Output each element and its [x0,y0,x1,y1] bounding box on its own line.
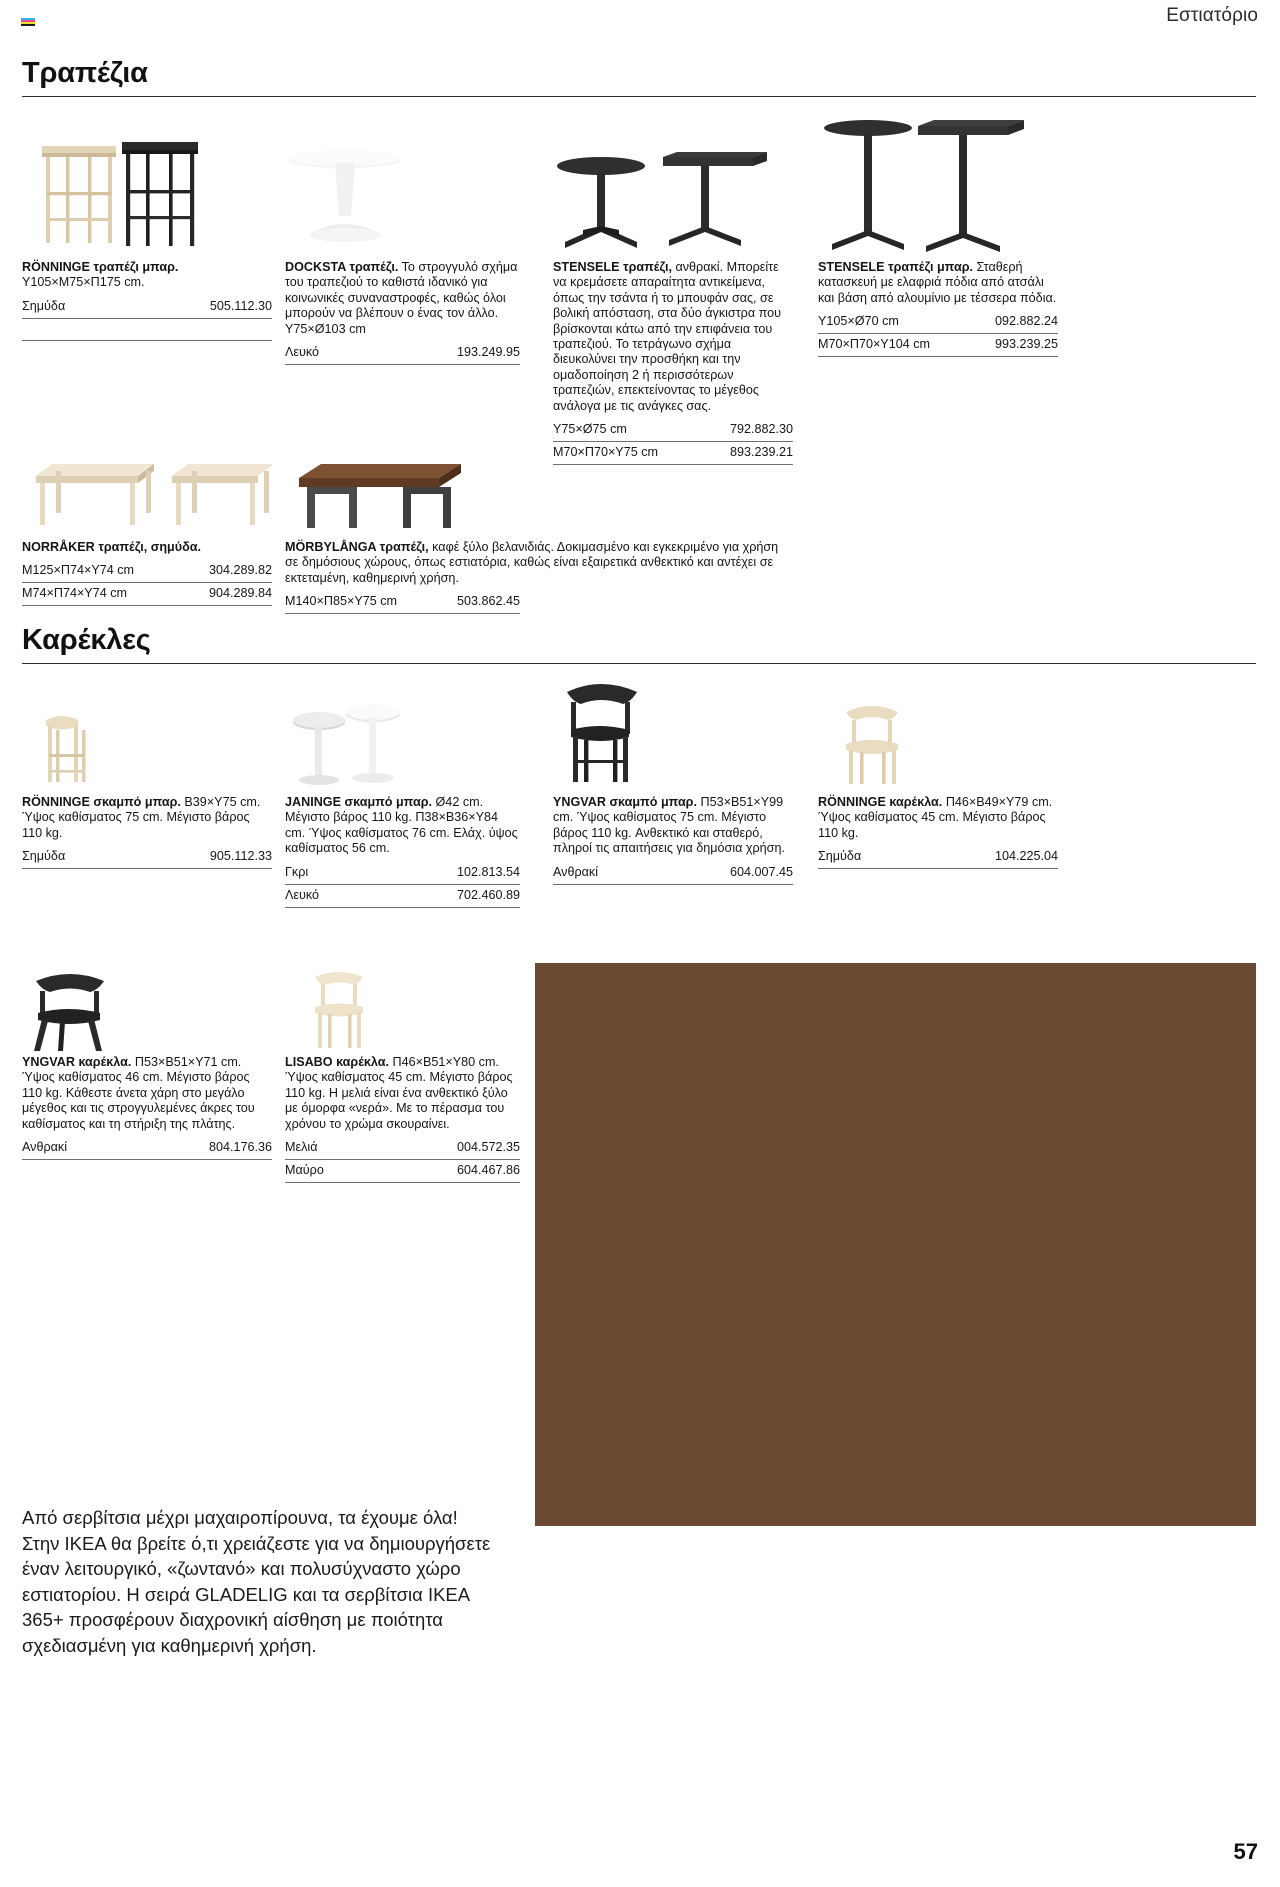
article-number: 092.882.24 [994,314,1058,329]
product-name: STENSELE τραπέζι, [553,260,672,274]
product-image-docksta [285,130,520,260]
article-number: 904.289.84 [208,586,272,601]
price-rows-stensele-bar-table [818,311,1058,357]
price-rows-janinge [285,862,520,908]
table-row[interactable] [22,846,272,869]
table-row[interactable] [285,1137,520,1160]
article-number: 893.239.21 [729,445,793,460]
article-number: 503.862.45 [456,594,520,609]
price-rows-yngvar-stool [553,862,793,885]
product-name: RÖNNINGE καρέκλα. [818,795,943,809]
product-name: RÖNNINGE σκαμπό μπαρ. [22,795,181,809]
article-number: 804.176.36 [208,1140,272,1155]
price-rows-ronninge-chair [818,846,1058,869]
product-card-ronninge-bar-table[interactable] [22,130,272,341]
product-description: καφέ ξύλο βελανιδιάς. Δοκιμασμένο και εγκεκριμένο για χρήση σε δημόσιους χώρους, όπως εστιατόρια, καθώς είναι εξαιρετικά ανθεκτικό και αντέχει σε εκτεταμένη, καθημερινή χρήση. [285,540,779,585]
variant-label: Λευκό [285,345,320,360]
table-row[interactable] [285,862,520,885]
article-number: 604.467.86 [456,1163,520,1178]
table-row[interactable] [22,1137,272,1160]
product-name: RÖNNINGE τραπέζι μπαρ. [22,260,179,274]
print-registration-marks-icon [21,18,35,28]
product-text-ronninge-chair [818,795,1058,841]
variant-label: Σημύδα [818,849,862,864]
section-divider [22,96,1256,97]
section-title: Τραπέζια [22,57,148,89]
product-image-stensele-bar-table [818,110,1058,260]
product-text-docksta [285,260,520,337]
variant-label: Μ125×Π74×Υ74 cm [22,563,135,578]
section-title: Καρέκλες [22,624,151,656]
product-name: STENSELE τραπέζι μπαρ. [818,260,973,274]
section-divider [22,663,1256,664]
variant-label: Μελιά [285,1140,318,1155]
article-number: 104.225.04 [994,849,1058,864]
article-number: 304.289.82 [208,563,272,578]
article-number: 102.813.54 [456,864,520,879]
article-number: 993.239.25 [994,337,1058,352]
product-text-stensele-bar-table [818,260,1058,306]
product-card-stensele-bar-table[interactable] [818,110,1058,357]
product-text-ronninge-stool [22,795,272,841]
product-text-yngvar-stool [553,795,793,857]
product-card-yngvar-chair[interactable] [22,965,272,1160]
product-text-janinge [285,795,520,857]
table-row[interactable] [818,846,1058,869]
variant-label: Σημύδα [22,298,66,313]
product-card-yngvar-stool[interactable] [553,670,793,885]
lifestyle-photo [535,963,1256,1526]
variant-label: Σημύδα [22,849,66,864]
price-rows-morbylanga [285,591,520,614]
product-description: Π46×Β49×Υ79 cm. Ύψος καθίσματος 45 cm. Μέγιστο βάρος 110 kg. [818,795,1053,840]
product-description: Π53×Β51×Υ99 cm. Ύψος καθίσματος 75 cm. Μέγιστο βάρος 110 kg. Ανθεκτικό και σταθερό, πληροί τις απαιτήσεις για δημόσια χρήση. [553,795,785,856]
product-card-ronninge-chair[interactable] [818,690,1058,869]
article-number: 702.460.89 [456,887,520,902]
product-description: Το στρογγυλό σχήμα του τραπεζιού το καθιστά ιδανικό για κοινωνικές συναναστροφές, καθώς όλοι μπορούν να βλέπουν ο ένας τον άλλο. Υ75×Ø103 cm [285,260,518,336]
product-description: Π53×Β51×Υ71 cm. Ύψος καθίσματος 46 cm. Μέγιστο βάρος 110 kg. Κάθεστε άνετα χάρη στο μεγάλο μέγεθος και τις στρογγυλεμένες άκρες του καθίσματος και τη στήριξη της πλάτης. [22,1055,255,1131]
variant-label: Ανθρακί [22,1140,68,1155]
variant-label: Μ74×Π74×Υ74 cm [22,586,128,601]
product-text-norraker [22,540,272,555]
product-text-stensele-table [553,260,793,414]
table-row[interactable] [285,885,520,908]
product-text-lisabo [285,1055,520,1132]
product-name: MÖRBYLÅNGA τραπέζι, [285,540,429,554]
product-text-morbylanga [285,540,793,586]
product-image-janinge [285,690,520,795]
product-card-ronninge-stool[interactable] [22,690,272,869]
article-number: 792.882.30 [729,422,793,437]
product-name: NORRÅKER τραπέζι, σημύδα. [22,540,201,554]
variant-label: Μ70×Π70×Υ75 cm [553,445,659,460]
product-image-ronninge-bar-table [22,130,272,260]
product-image-norraker [22,430,272,540]
product-name: LISABO καρέκλα. [285,1055,390,1069]
table-row[interactable] [22,560,272,583]
product-name: DOCKSTA τραπέζι. [285,260,399,274]
table-row[interactable] [22,583,272,606]
product-image-stensele-table [553,130,793,260]
section-heading-tables [22,58,1256,97]
marketing-copy: Από σερβίτσια μέχρι μαχαιροπίρουνα, τα έχουμε όλα! Στην ΙΚΕΑ θα βρείτε ό,τι χρειάζεστε για να δημιουργήσετε έναν λειτουργικό, «ζωντανό» και πολυσύχναστο χώρο εστιατορίου. Η σειρά GLADELIG και τα σερβίτσια ΙΚΕΑ 365+ προσφέρουν διαχρονική αίσθηση με ποιότητα σχεδιασμένη για καθημερινή χρήση. [22,1507,491,1656]
product-image-ronninge-chair [818,690,1058,795]
product-image-ronninge-stool [22,690,272,795]
variant-label: Μ140×Π85×Υ75 cm [285,594,398,609]
article-number: 604.007.45 [729,864,793,879]
table-row[interactable] [818,334,1058,357]
product-name: JANINGE σκαμπό μπαρ. [285,795,433,809]
article-number: 004.572.35 [456,1140,520,1155]
product-description: Π46×Β51×Υ80 cm. Ύψος καθίσματος 45 cm. Μέγιστο βάρος 110 kg. Η μελιά είναι ένα ανθεκτικό ξύλο με όμορφα «νερά». Με το πέρασμα του χρόνου το χρώμα σκουραίνει. [285,1055,513,1131]
variant-label: Υ75×Ø75 cm [553,422,627,437]
section-heading-chairs [22,625,1256,664]
price-rows-ronninge-bar-table [22,296,272,341]
variant-label: Γκρι [285,864,309,879]
product-description: Υ105×Μ75×Π175 cm. [22,275,145,290]
product-card-lisabo[interactable] [285,965,520,1183]
article-number: 505.112.30 [209,298,272,313]
table-row-empty [22,319,272,341]
product-card-morbylanga[interactable] [285,430,793,614]
table-row[interactable] [553,862,793,885]
product-image-morbylanga [285,430,793,540]
product-image-yngvar-stool [553,670,793,795]
product-description: Σταθερή κατασκευή με ελαφριά πόδια από ατσάλι και βάση από αλουμίνιο με τέσσερα πόδια. [818,260,1057,305]
price-rows-docksta [285,342,520,365]
price-rows-yngvar-chair [22,1137,272,1160]
price-rows-lisabo [285,1137,520,1183]
table-row[interactable] [285,1160,520,1183]
price-rows-norraker [22,560,272,606]
product-description: Ø42 cm. Μέγιστο βάρος 110 kg. Π38×Β36×Υ84 cm. Ύψος καθίσματος 76 cm. Ελάχ. ύψος καθίσματος 56 cm. [285,795,518,856]
page-number: 57 [1233,1839,1258,1864]
page-title: Εστιατόριο [1166,5,1258,26]
product-text-yngvar-chair [22,1055,272,1132]
variant-label: Λευκό [285,887,320,902]
product-card-janinge[interactable] [285,690,520,908]
variant-label: Υ105×Ø70 cm [818,314,899,329]
variant-label: Μαύρο [285,1163,324,1178]
table-row[interactable] [22,296,272,319]
product-card-docksta[interactable] [285,130,520,365]
variant-label: Μ70×Π70×Υ104 cm [818,337,931,352]
table-row[interactable] [818,311,1058,334]
product-card-stensele-table[interactable] [553,130,793,465]
product-name: YNGVAR καρέκλα. [22,1055,132,1069]
page-header [0,0,1280,46]
product-image-lisabo [285,965,520,1055]
product-description: Μπορείτε να κρεμάσετε απαραίτητα αντικείμενα, όπως την τσάντα ή το μπουφάν σας, σε βολική απόσταση, στα δύο άγκιστρα που βρίσκονται κάτω από την επιφάνεια του τραπεζιού. Το τετράγωνο σχήμα διευκολύνει την προσθήκη και την ομαδοποίηση 2 ή περισσότερων τραπεζιών, επεκτείνοντας το μέγεθος ανάλογα με τις ανάγκες σας. [553,260,782,413]
product-name: YNGVAR σκαμπό μπαρ. [553,795,697,809]
product-text-ronninge-bar-table [22,260,272,291]
article-number: 193.249.95 [456,345,520,360]
table-row[interactable] [285,342,520,365]
product-image-yngvar-chair [22,965,272,1055]
variant-label: Ανθρακί [553,864,599,879]
product-card-norraker[interactable] [22,430,272,606]
article-number: 905.112.33 [209,849,272,864]
product-name-rest: ανθρακί. [671,260,724,274]
price-rows-ronninge-stool [22,846,272,869]
product-description: Β39×Υ75 cm. Ύψος καθίσματος 75 cm. Μέγιστο βάρος 110 kg. [22,795,261,840]
table-row[interactable] [285,591,520,614]
